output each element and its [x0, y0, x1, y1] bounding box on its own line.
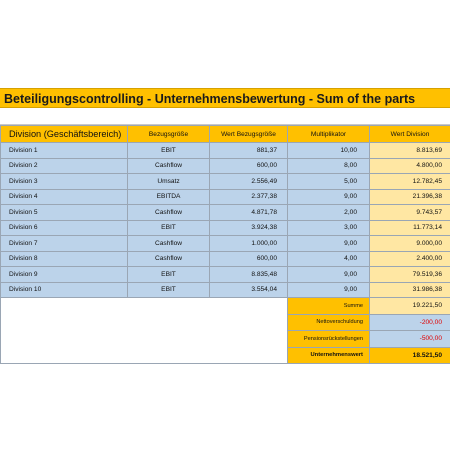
valuation-sheet — [0, 88, 450, 364]
base-cell[interactable]: Cashflow — [128, 236, 210, 252]
base-cell[interactable]: Cashflow — [128, 158, 210, 174]
blank-area — [1, 298, 288, 364]
division-value-cell[interactable]: 8.813,69 — [370, 143, 450, 159]
base-value-cell[interactable]: 8.835,48 — [210, 267, 288, 283]
base-cell[interactable]: EBIT — [128, 143, 210, 159]
header-multiplier[interactable]: Multiplikator — [288, 126, 370, 143]
division-cell[interactable]: Division 10 — [1, 282, 128, 298]
base-cell[interactable]: EBIT — [128, 220, 210, 236]
multiplier-cell[interactable]: 4,00 — [288, 251, 370, 267]
base-cell[interactable]: Cashflow — [128, 251, 210, 267]
valuation-table — [0, 125, 450, 364]
pension-value[interactable]: -500,00 — [370, 331, 450, 348]
division-cell[interactable]: Division 4 — [1, 189, 128, 205]
division-value-cell[interactable]: 9.743,57 — [370, 205, 450, 221]
multiplier-cell[interactable]: 2,00 — [288, 205, 370, 221]
header-base[interactable]: Bezugsgröße — [128, 126, 210, 143]
division-cell[interactable]: Division 6 — [1, 220, 128, 236]
multiplier-cell[interactable]: 9,00 — [288, 236, 370, 252]
multiplier-cell[interactable]: 8,00 — [288, 158, 370, 174]
base-cell[interactable]: Umsatz — [128, 174, 210, 190]
division-value-cell[interactable]: 79.519,36 — [370, 267, 450, 283]
enterprise-value[interactable]: 18.521,50 — [370, 347, 450, 364]
base-value-cell[interactable]: 600,00 — [210, 158, 288, 174]
pension-label[interactable]: Pensionsrückstellungen — [288, 331, 370, 348]
sum-value[interactable]: 19.221,50 — [370, 298, 450, 315]
header-division-value[interactable]: Wert Division — [370, 126, 450, 143]
base-value-cell[interactable]: 2.556,49 — [210, 174, 288, 190]
division-value-cell[interactable]: 9.000,00 — [370, 236, 450, 252]
summary-rows — [1, 298, 450, 364]
division-value-cell[interactable]: 11.773,14 — [370, 220, 450, 236]
base-value-cell[interactable]: 881,37 — [210, 143, 288, 159]
table-row — [1, 267, 450, 283]
base-cell[interactable]: EBIT — [128, 267, 210, 283]
header-division[interactable]: Division (Geschäftsbereich) — [1, 126, 128, 143]
sum-label[interactable]: Summe — [288, 298, 370, 315]
multiplier-cell[interactable]: 9,00 — [288, 267, 370, 283]
header-base-value[interactable]: Wert Bezugsgröße — [210, 126, 288, 143]
table-row — [1, 282, 450, 298]
base-value-cell[interactable]: 3.554,04 — [210, 282, 288, 298]
base-value-cell[interactable]: 4.871,78 — [210, 205, 288, 221]
division-cell[interactable]: Division 7 — [1, 236, 128, 252]
division-cell[interactable]: Division 8 — [1, 251, 128, 267]
net-debt-label[interactable]: Nettoverschuldung — [288, 314, 370, 331]
division-value-cell[interactable]: 21.396,38 — [370, 189, 450, 205]
table-row — [1, 251, 450, 267]
division-value-cell[interactable]: 2.400,00 — [370, 251, 450, 267]
division-cell[interactable]: Division 9 — [1, 267, 128, 283]
base-value-cell[interactable]: 600,00 — [210, 251, 288, 267]
base-value-cell[interactable]: 1.000,00 — [210, 236, 288, 252]
net-debt-value[interactable]: -200,00 — [370, 314, 450, 331]
division-cell[interactable]: Division 3 — [1, 174, 128, 190]
table-row — [1, 205, 450, 221]
table-row — [1, 174, 450, 190]
spacer-row — [0, 108, 450, 125]
table-row — [1, 220, 450, 236]
base-value-cell[interactable]: 2.377,38 — [210, 189, 288, 205]
division-value-cell[interactable]: 31.986,38 — [370, 282, 450, 298]
sum-row — [1, 298, 450, 315]
division-rows — [1, 143, 450, 298]
division-cell[interactable]: Division 1 — [1, 143, 128, 159]
multiplier-cell[interactable]: 5,00 — [288, 174, 370, 190]
multiplier-cell[interactable]: 3,00 — [288, 220, 370, 236]
table-row — [1, 236, 450, 252]
division-value-cell[interactable]: 4.800,00 — [370, 158, 450, 174]
base-cell[interactable]: Cashflow — [128, 205, 210, 221]
header-row — [1, 126, 450, 143]
sheet-title: Beteiligungscontrolling - Unternehmensbewertung - Sum of the parts — [0, 88, 450, 108]
enterprise-value-label[interactable]: Unternehmenswert — [288, 347, 370, 364]
division-cell[interactable]: Division 2 — [1, 158, 128, 174]
base-cell[interactable]: EBIT — [128, 282, 210, 298]
table-row — [1, 189, 450, 205]
table-row — [1, 158, 450, 174]
multiplier-cell[interactable]: 9,00 — [288, 189, 370, 205]
multiplier-cell[interactable]: 10,00 — [288, 143, 370, 159]
division-cell[interactable]: Division 5 — [1, 205, 128, 221]
multiplier-cell[interactable]: 9,00 — [288, 282, 370, 298]
base-value-cell[interactable]: 3.924,38 — [210, 220, 288, 236]
base-cell[interactable]: EBITDA — [128, 189, 210, 205]
division-value-cell[interactable]: 12.782,45 — [370, 174, 450, 190]
table-row — [1, 143, 450, 159]
